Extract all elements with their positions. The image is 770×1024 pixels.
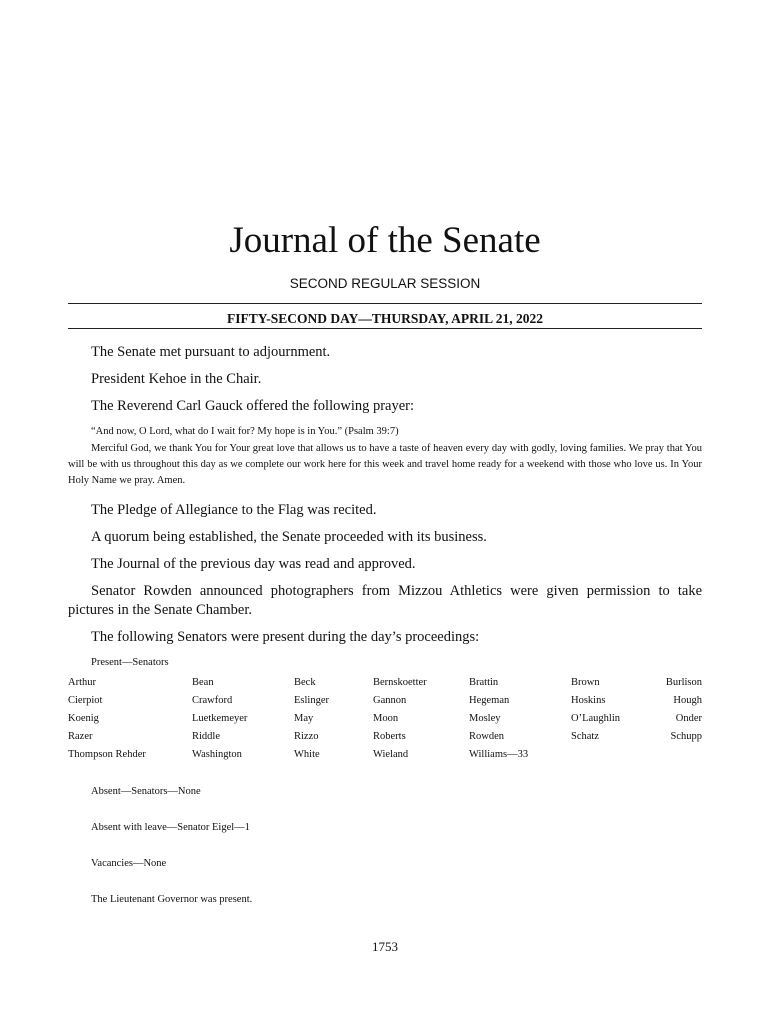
senator-name: Onder	[675, 713, 702, 724]
senator-name: Rowden	[469, 731, 504, 742]
senator-name: Rizzo	[294, 731, 319, 742]
paragraph-chair: President Kehoe in the Chair.	[91, 371, 262, 387]
session-label: SECOND REGULAR SESSION	[289, 276, 481, 291]
senator-name: Washington	[192, 749, 242, 760]
absent-with-leave-note: Absent with leave—Senator Eigel—1	[91, 822, 250, 833]
prayer-verse: “And now, O Lord, what do I wait for? My hope is in You.” (Psalm 39:7)	[91, 426, 399, 437]
top-rule	[68, 303, 702, 304]
roster-row	[68, 674, 702, 692]
senator-name: White	[294, 749, 320, 760]
day-heading: FIFTY-SECOND DAY—THURSDAY, APRIL 21, 2022	[226, 311, 544, 326]
bottom-rule	[68, 328, 702, 329]
senator-name: Koenig	[68, 713, 99, 724]
senator-name: Eslinger	[294, 695, 329, 706]
roster-row	[68, 710, 702, 728]
paragraph-photographers: Senator Rowden announced photographers from Mizzou Athletics were given permission to take pictures in the Senate Chamber.	[68, 583, 702, 618]
present-heading: Present—Senators	[91, 657, 169, 668]
senator-name: Williams—33	[469, 749, 529, 760]
senator-name: May	[294, 713, 314, 724]
senator-name: Thompson Rehder	[68, 749, 146, 760]
senator-name: Beck	[294, 677, 316, 688]
senator-name: Crawford	[192, 695, 233, 706]
paragraph-adjournment: The Senate met pursuant to adjournment.	[91, 344, 331, 360]
senator-name: Mosley	[469, 713, 501, 724]
senator-name: Brattin	[469, 677, 499, 688]
senator-name: O’Laughlin	[571, 713, 620, 724]
page-title: Journal of the Senate	[229, 220, 541, 261]
senator-name: Luetkemeyer	[192, 713, 248, 724]
prayer-block	[68, 424, 702, 489]
senator-name: Moon	[373, 713, 399, 724]
journal-body	[68, 343, 702, 908]
senator-roster	[68, 674, 702, 764]
senator-name: Brown	[571, 677, 600, 688]
senator-name	[571, 746, 655, 764]
lieutenant-governor-note: The Lieutenant Governor was present.	[91, 894, 253, 905]
senator-name: Razer	[68, 731, 93, 742]
paragraph-journal-approved: The Journal of the previous day was read and approved.	[91, 556, 416, 572]
prayer-text: Merciful God, we thank You for Your great love that allows us to have a taste of heaven every day with godly, loving families. We pray that You will be with us throughout this day as we complete our work here for this week and travel home ready for a weekend with those who love us. In Your Holy Name we pray. Amen.	[68, 443, 702, 486]
senator-name: Gannon	[373, 695, 407, 706]
senator-name: Burlison	[665, 677, 702, 688]
roster-row	[68, 746, 702, 764]
senator-name: Wieland	[373, 749, 409, 760]
senator-name: Cierpiot	[68, 695, 103, 706]
paragraph-present-intro: The following Senators were present during the day’s proceedings:	[91, 629, 480, 645]
senator-name: Schatz	[571, 731, 599, 742]
paragraph-prayer-intro: The Reverend Carl Gauck offered the following prayer:	[91, 398, 415, 414]
senator-name: Riddle	[192, 731, 220, 742]
senator-name: Schupp	[670, 731, 702, 742]
senator-name: Roberts	[373, 731, 406, 742]
senator-name: Bernskoetter	[373, 677, 427, 688]
roster-row	[68, 692, 702, 710]
roster-row	[68, 728, 702, 746]
senator-name: Bean	[192, 677, 214, 688]
paragraph-quorum: A quorum being established, the Senate proceeded with its business.	[91, 529, 487, 545]
vacancies-note: Vacancies—None	[91, 858, 167, 869]
senator-name: Hegeman	[469, 695, 510, 706]
senator-name	[655, 746, 702, 764]
paragraph-pledge: The Pledge of Allegiance to the Flag was recited.	[91, 502, 377, 518]
senator-name: Hough	[673, 695, 702, 706]
page-number: 1753	[372, 939, 398, 954]
senator-name: Hoskins	[571, 695, 606, 706]
absent-note: Absent—Senators—None	[91, 786, 201, 797]
senator-name: Arthur	[68, 677, 96, 688]
